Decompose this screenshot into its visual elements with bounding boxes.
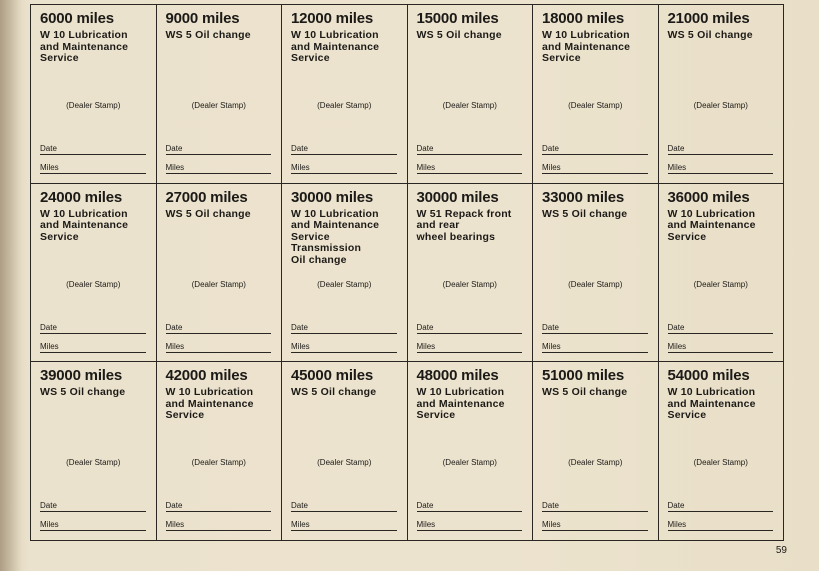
service-description: W 51 Repack front and rear wheel bearings [416,207,512,243]
dealer-stamp-area: (Dealer Stamp) [66,458,121,468]
dealer-stamp-area: (Dealer Stamp) [191,279,246,289]
dealer-stamp-area: (Dealer Stamp) [693,279,748,289]
dealer-stamp-area: (Dealer Stamp) [568,101,623,110]
service-cell [408,5,534,184]
dealer-stamp-area: (Dealer Stamp) [568,279,623,289]
service-cell [282,184,408,363]
miles-field: Miles [668,520,774,531]
miles-field: Miles [542,163,648,174]
service-cell [31,362,157,541]
service-description: WS 5 Oil change [416,29,502,41]
service-mileage: 15000 miles [416,10,499,27]
service-description: WS 5 Oil change [40,386,126,399]
service-cell [157,362,283,541]
service-mileage: 6000 miles [40,10,114,27]
dealer-stamp-area: (Dealer Stamp) [693,101,748,110]
service-cell [533,5,659,184]
service-description: WS 5 Oil change [291,386,377,399]
service-mileage: 30000 miles [291,188,374,206]
dealer-stamp-area: (Dealer Stamp) [66,101,121,110]
dealer-stamp-area: (Dealer Stamp) [317,101,372,110]
dealer-stamp-area: (Dealer Stamp) [66,279,121,289]
date-field: Date [40,144,146,155]
service-mileage: 36000 miles [667,188,750,206]
date-field: Date [542,323,648,334]
service-mileage: 24000 miles [40,188,123,206]
service-mileage: 48000 miles [416,367,499,385]
service-mileage: 39000 miles [40,367,123,385]
dealer-stamp-area: (Dealer Stamp) [317,279,372,289]
service-cell [282,362,408,541]
miles-field: Miles [291,342,397,353]
service-cell [533,362,659,541]
date-field: Date [542,144,648,155]
service-mileage: 45000 miles [291,367,374,385]
service-description: W 10 Lubrication and Maintenance Service [165,386,254,422]
miles-field: Miles [291,163,397,174]
service-cell [659,5,785,184]
dealer-stamp-area: (Dealer Stamp) [693,458,748,468]
miles-field: Miles [417,163,523,174]
date-field: Date [417,144,523,155]
miles-field: Miles [542,520,648,531]
dealer-stamp-area: (Dealer Stamp) [442,101,497,110]
service-description: WS 5 Oil change [542,386,628,399]
service-description: W 10 Lubrication and Maintenance Service Transmission Oil change [291,207,380,266]
date-field: Date [166,323,272,334]
service-cell [408,184,534,363]
service-cell [659,362,785,541]
service-description: WS 5 Oil change [667,29,753,41]
miles-field: Miles [668,163,774,174]
service-description: W 10 Lubrication and Maintenance Service [416,386,505,422]
dealer-stamp-area: (Dealer Stamp) [191,458,246,468]
miles-field: Miles [40,163,146,174]
miles-field: Miles [417,342,523,353]
miles-field: Miles [166,163,272,174]
dealer-stamp-area: (Dealer Stamp) [442,458,497,468]
service-cell [533,184,659,363]
service-cell [659,184,785,363]
service-mileage: 54000 miles [667,367,750,385]
date-field: Date [668,323,774,334]
date-field: Date [40,323,146,334]
miles-field: Miles [291,520,397,531]
service-mileage: 42000 miles [165,367,248,385]
date-field: Date [166,501,272,512]
miles-field: Miles [40,520,146,531]
miles-field: Miles [166,520,272,531]
date-field: Date [291,144,397,155]
service-description: W 10 Lubrication and Maintenance Service [291,29,380,64]
service-cell [157,184,283,363]
date-field: Date [291,323,397,334]
service-mileage: 51000 miles [542,367,625,385]
service-description: W 10 Lubrication and Maintenance Service [542,29,631,64]
date-field: Date [668,501,774,512]
service-cell [282,5,408,184]
miles-field: Miles [417,520,523,531]
service-mileage: 27000 miles [165,188,248,206]
service-description: WS 5 Oil change [542,207,628,220]
page-binding-shadow [0,0,22,571]
service-mileage: 33000 miles [542,188,625,206]
dealer-stamp-area: (Dealer Stamp) [191,101,246,110]
dealer-stamp-area: (Dealer Stamp) [568,458,623,468]
service-description: W 10 Lubrication and Maintenance Service [40,207,129,243]
service-description: WS 5 Oil change [165,207,251,220]
date-field: Date [166,144,272,155]
service-cell [408,362,534,541]
service-record-grid [30,4,784,541]
service-mileage: 12000 miles [291,10,374,27]
service-cell [157,5,283,184]
service-cell [31,5,157,184]
service-description: W 10 Lubrication and Maintenance Service [667,386,756,422]
dealer-stamp-area: (Dealer Stamp) [442,279,497,289]
date-field: Date [417,323,523,334]
service-mileage: 9000 miles [165,10,240,27]
miles-field: Miles [40,342,146,353]
service-mileage: 21000 miles [667,10,750,27]
miles-field: Miles [542,342,648,353]
service-description: W 10 Lubrication and Maintenance Service [667,207,756,243]
miles-field: Miles [668,342,774,353]
date-field: Date [40,501,146,512]
date-field: Date [542,501,648,512]
date-field: Date [291,501,397,512]
service-mileage: 18000 miles [542,10,625,27]
dealer-stamp-area: (Dealer Stamp) [317,458,372,468]
date-field: Date [417,501,523,512]
service-description: WS 5 Oil change [165,29,251,41]
miles-field: Miles [166,342,272,353]
service-description: W 10 Lubrication and Maintenance Service [40,29,129,64]
page-number: 59 [775,545,787,556]
service-cell [31,184,157,363]
date-field: Date [668,144,774,155]
service-mileage: 30000 miles [416,188,499,206]
